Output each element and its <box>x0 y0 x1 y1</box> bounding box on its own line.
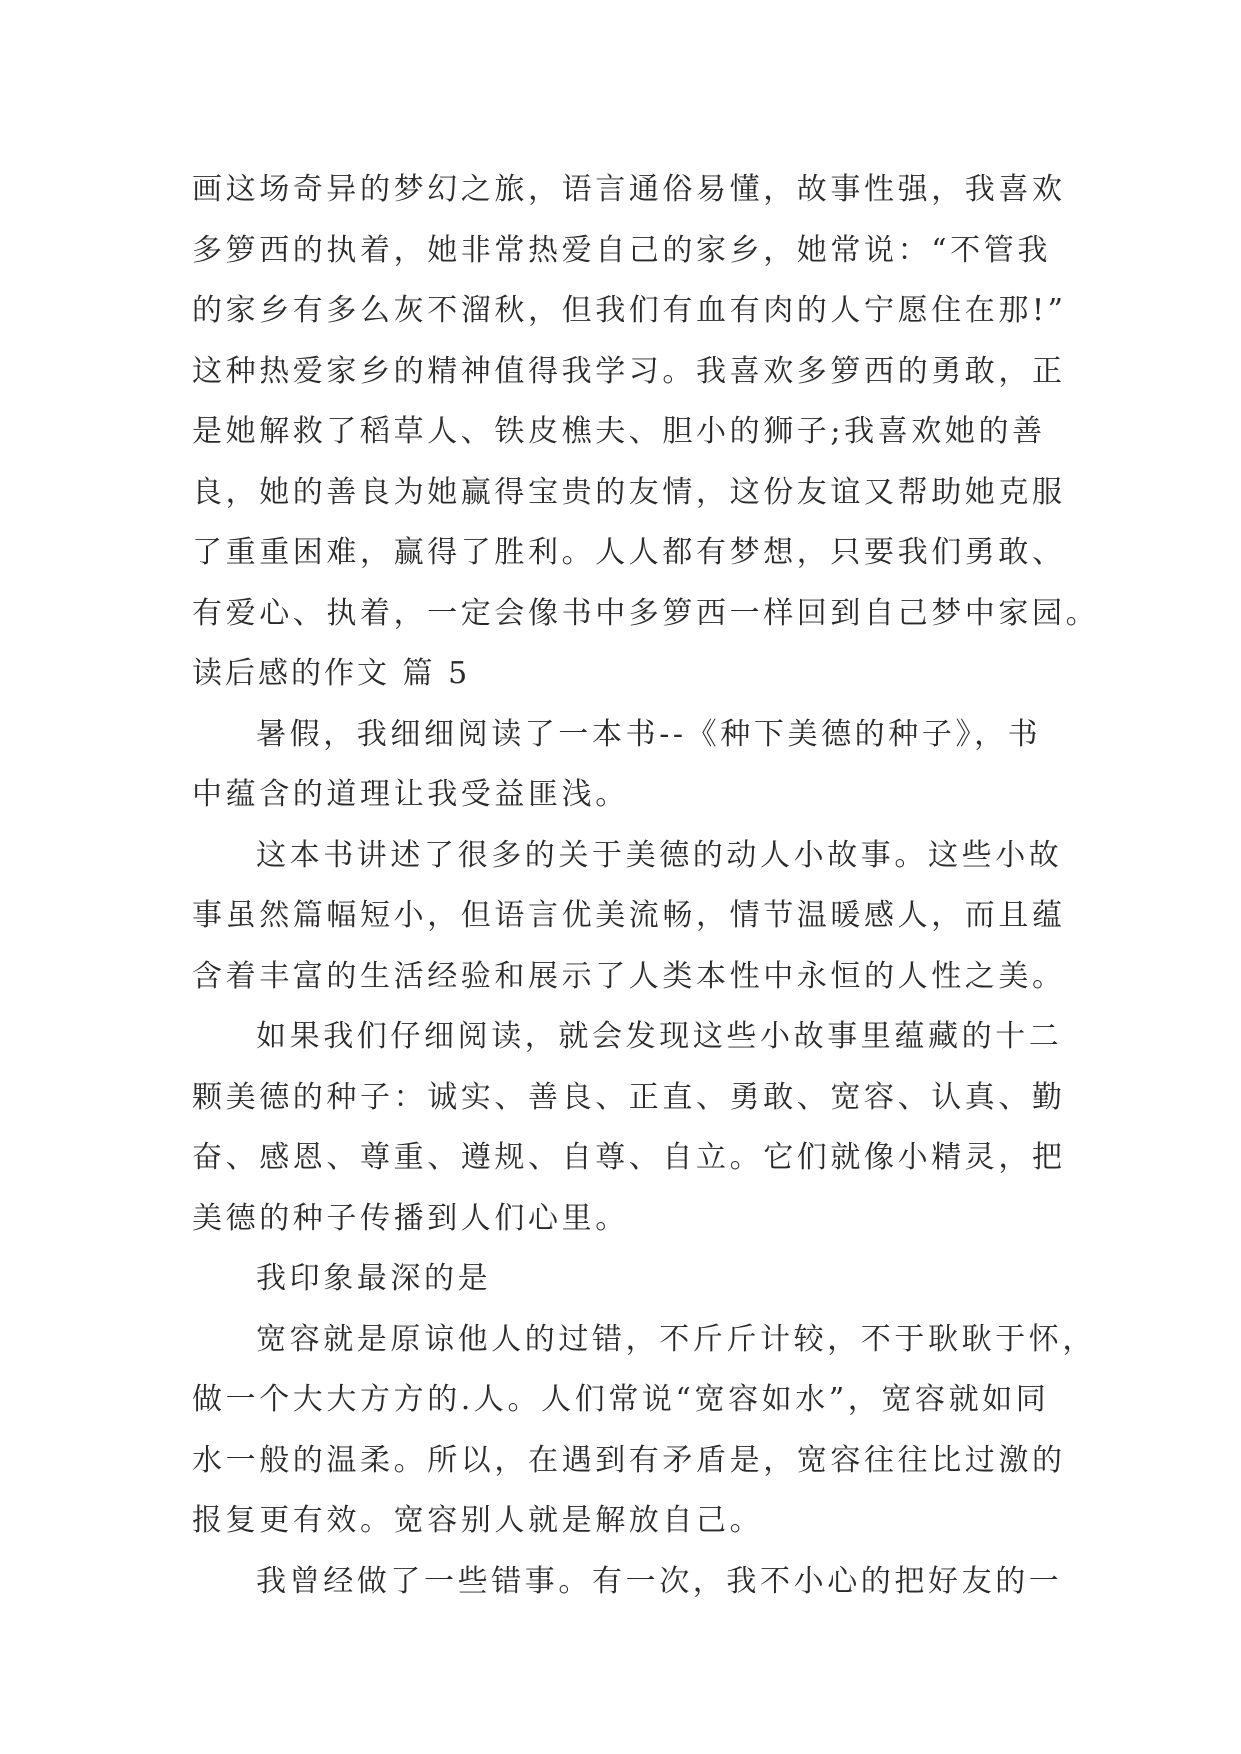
paragraph-first-line: 我印象最深的是 <box>256 1261 492 1296</box>
text-line: 画这场奇异的梦幻之旅，语言通俗易懂，故事性强，我喜欢 <box>192 172 1066 207</box>
text-line: 多箩西的执着，她非常热爱自己的家乡，她常说：“不管我 <box>192 232 1051 268</box>
text-line: 良，她的善良为她赢得宝贵的友情，这份友谊又帮助她克服 <box>192 474 1066 510</box>
text-line: 美德的种子传播到人们心里。 <box>192 1200 629 1236</box>
text-line: 事虽然篇幅短小，但语言优美流畅，情节温暖感人，而且蕴 <box>192 898 1066 933</box>
body-text <box>192 160 1100 1612</box>
text-line: 做一个大大方方的.人。人们常说“宽容如水”，宽容就如同 <box>192 1382 1050 1417</box>
text-line: 水一般的温柔。所以，在遇到有矛盾是，宽容往往比过激的 <box>192 1442 1066 1478</box>
text-line: 颗美德的种子：诚实、善良、正直、勇敢、宽容、认真、勤 <box>192 1079 1066 1115</box>
paragraph-first-line: 暑假，我细细阅读了一本书--《种下美德的种子》，书 <box>256 716 1042 752</box>
paragraph-first-line: 这本书讲述了很多的关于美德的动人小故事。这些小故 <box>256 837 1063 873</box>
text-line: 奋、感恩、尊重、遵规、自尊、自立。它们就像小精灵，把 <box>192 1140 1066 1175</box>
text-line: 报复更有效。宽容别人就是解放自己。 <box>192 1503 764 1538</box>
text-line: 是她解救了稻草人、铁皮樵夫、胆小的狮子;我喜欢她的善 <box>192 414 1046 449</box>
text-line: 了重重困难，赢得了胜利。人人都有梦想，只要我们勇敢、 <box>192 535 1066 570</box>
text-line: 含着丰富的生活经验和展示了人类本性中永恒的人性之美。 <box>192 958 1066 994</box>
paragraph-first-line: 宽容就是原谅他人的过错，不斤斤计较，不于耿耿于怀， <box>256 1321 1096 1357</box>
text-line: 这种热爱家乡的精神值得我学习。我喜欢多箩西的勇敢，正 <box>192 353 1066 389</box>
text-line: 的家乡有多么灰不溜秋，但我们有血有肉的人宁愿住在那!” <box>192 293 1067 328</box>
text-line: 中蕴含的道理让我受益匪浅。 <box>192 777 629 812</box>
paragraph-first-line: 如果我们仔细阅读，就会发现这些小故事里蕴藏的十二 <box>256 1019 1063 1054</box>
text-line: 有爱心、执着，一定会像书中多箩西一样回到自己梦中家园。 <box>192 595 1100 631</box>
section-heading: 读后感的作文 篇 5 <box>192 656 471 691</box>
paragraph-first-line: 我曾经做了一些错事。有一次，我不小心的把好友的一 <box>256 1563 1063 1599</box>
